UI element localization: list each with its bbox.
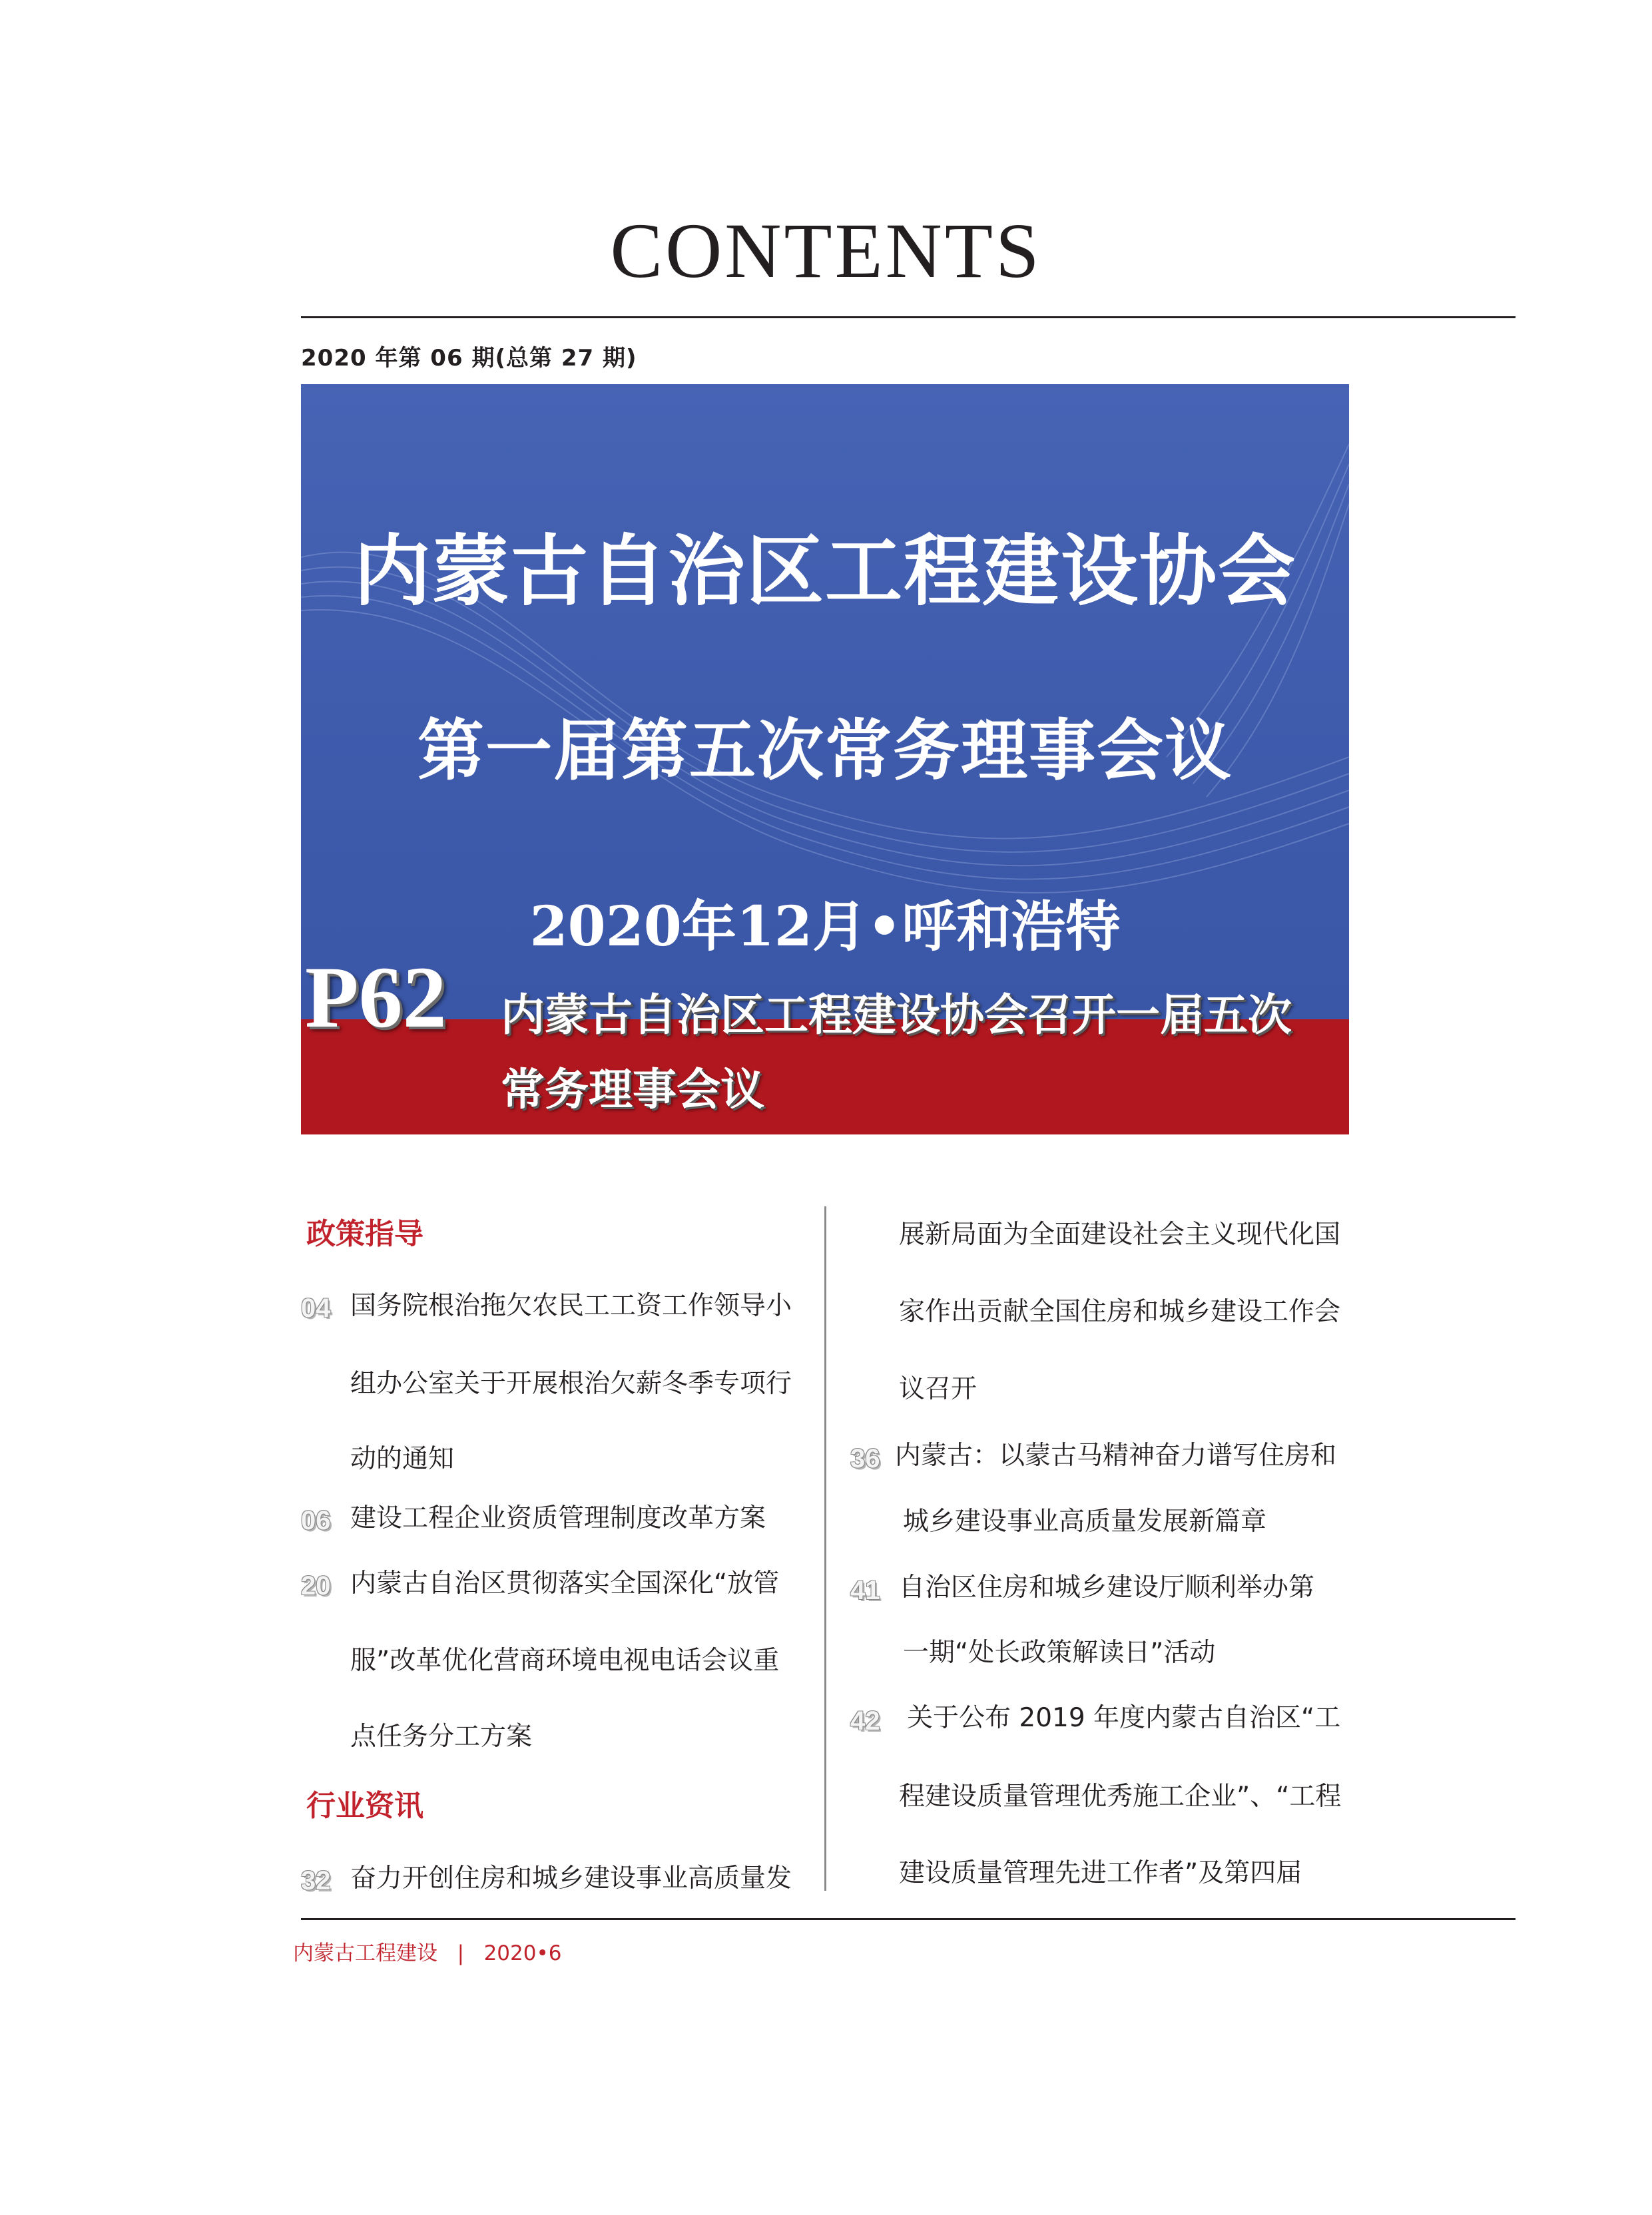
feature-page-code[interactable]: P62 <box>305 948 447 1046</box>
banner-meeting-name: 第一届第五次常务理事会议 <box>417 711 1233 790</box>
toc-entry-line[interactable]: 国务院根治拖欠农民工工资工作领导小 <box>350 1291 792 1321</box>
bottom-divider <box>301 1918 1515 1920</box>
toc-entry-line[interactable]: 动的通知 <box>350 1444 455 1474</box>
feature-headline-line2[interactable]: 常务理事会议 <box>501 1064 764 1115</box>
toc-entry-line[interactable]: 一期“处长政策解读日”活动 <box>903 1638 1216 1668</box>
toc-entry-line[interactable]: 展新局面为全面建设社会主义现代化国 <box>899 1220 1341 1250</box>
toc-entry-line[interactable]: 服”改革优化营商环境电视电话会议重 <box>350 1646 780 1676</box>
toc-page-number[interactable]: 32 <box>301 1866 331 1895</box>
footer-magazine-name: 内蒙古工程建设 <box>293 1941 437 1965</box>
top-divider <box>301 316 1515 318</box>
toc-page-number[interactable]: 20 <box>301 1571 331 1600</box>
section-heading-industry-news: 行业资讯 <box>306 1789 423 1823</box>
toc-entry-line[interactable]: 组办公室关于开展根治欠薪冬季专项行 <box>350 1369 792 1399</box>
toc-entry-line[interactable]: 内蒙古：以蒙古马精神奋力谱写住房和 <box>895 1441 1337 1471</box>
footer-issue: 2020•6 <box>483 1941 562 1965</box>
toc-entry-line[interactable]: 自治区住房和城乡建设厅顺利举办第 <box>899 1573 1315 1602</box>
banner-date-place: 2020年12月•呼和浩特 <box>529 895 1121 959</box>
column-divider <box>824 1206 826 1891</box>
toc-entry-line[interactable]: 议召开 <box>899 1374 977 1404</box>
toc-entry-line[interactable]: 奋力开创住房和城乡建设事业高质量发 <box>350 1863 792 1893</box>
toc-page-number[interactable]: 36 <box>850 1444 880 1473</box>
toc-entry-line[interactable]: 关于公布 2019 年度内蒙古自治区“工 <box>907 1703 1341 1733</box>
toc-page-number[interactable]: 41 <box>850 1576 880 1605</box>
toc-entry-line[interactable]: 建设质量管理先进工作者”及第四届 <box>899 1858 1302 1888</box>
page-title: CONTENTS <box>610 207 1042 294</box>
toc-entry-line[interactable]: 建设工程企业资质管理制度改革方案 <box>350 1503 766 1533</box>
section-heading-policy: 政策指导 <box>306 1217 423 1251</box>
footer-separator: | <box>457 1941 465 1965</box>
toc-entry-line[interactable]: 内蒙古自治区贯彻落实全国深化“放管 <box>350 1569 780 1599</box>
issue-number: 2020 年第 06 期(总第 27 期) <box>301 345 637 371</box>
page-footer <box>293 1936 561 1966</box>
banner-org-name: 内蒙古自治区工程建设协会 <box>354 526 1296 616</box>
feature-headline-line1[interactable]: 内蒙古自治区工程建设协会召开一届五次 <box>501 989 1292 1041</box>
toc-page-number[interactable]: 06 <box>301 1506 331 1535</box>
toc-page-number[interactable]: 42 <box>850 1706 880 1736</box>
toc-entry-line[interactable]: 家作出贡献全国住房和城乡建设工作会 <box>899 1297 1341 1327</box>
toc-page-number[interactable]: 04 <box>301 1294 331 1323</box>
toc-entry-line[interactable]: 程建设质量管理优秀施工企业”、“工程 <box>899 1782 1342 1812</box>
toc-entry-line[interactable]: 城乡建设事业高质量发展新篇章 <box>903 1507 1267 1537</box>
toc-entry-line[interactable]: 点任务分工方案 <box>350 1722 533 1752</box>
